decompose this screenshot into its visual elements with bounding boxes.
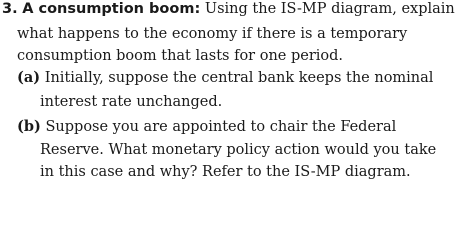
question-header-line: [2, 0, 455, 18]
part-b-text-1: Suppose you are appointed to chair the Federal: [45, 119, 397, 135]
part-b-line-3: in this case and why? Refer to the IS-MP diagram.: [40, 164, 411, 180]
part-b-line-1: [17, 118, 396, 136]
part-b-line-2: Reserve. What monetary policy action would you take: [40, 142, 437, 158]
question-intro-line-3: consumption boom that lasts for one period.: [17, 48, 344, 64]
question-intro-line-1: Using the IS-MP diagram, explain: [204, 1, 455, 17]
part-b-label: (b): [17, 118, 41, 135]
part-a-line-2: interest rate unchanged.: [40, 94, 223, 110]
question-title: A consumption boom:: [22, 1, 201, 17]
question-intro-line-2: what happens to the economy if there is a temporary: [17, 26, 408, 42]
part-a-line-1: [17, 69, 433, 87]
part-a-text-1: Initially, suppose the central bank keeps the nominal: [44, 70, 434, 86]
part-a-label: (a): [17, 69, 41, 86]
question-number: 3.: [2, 1, 18, 17]
